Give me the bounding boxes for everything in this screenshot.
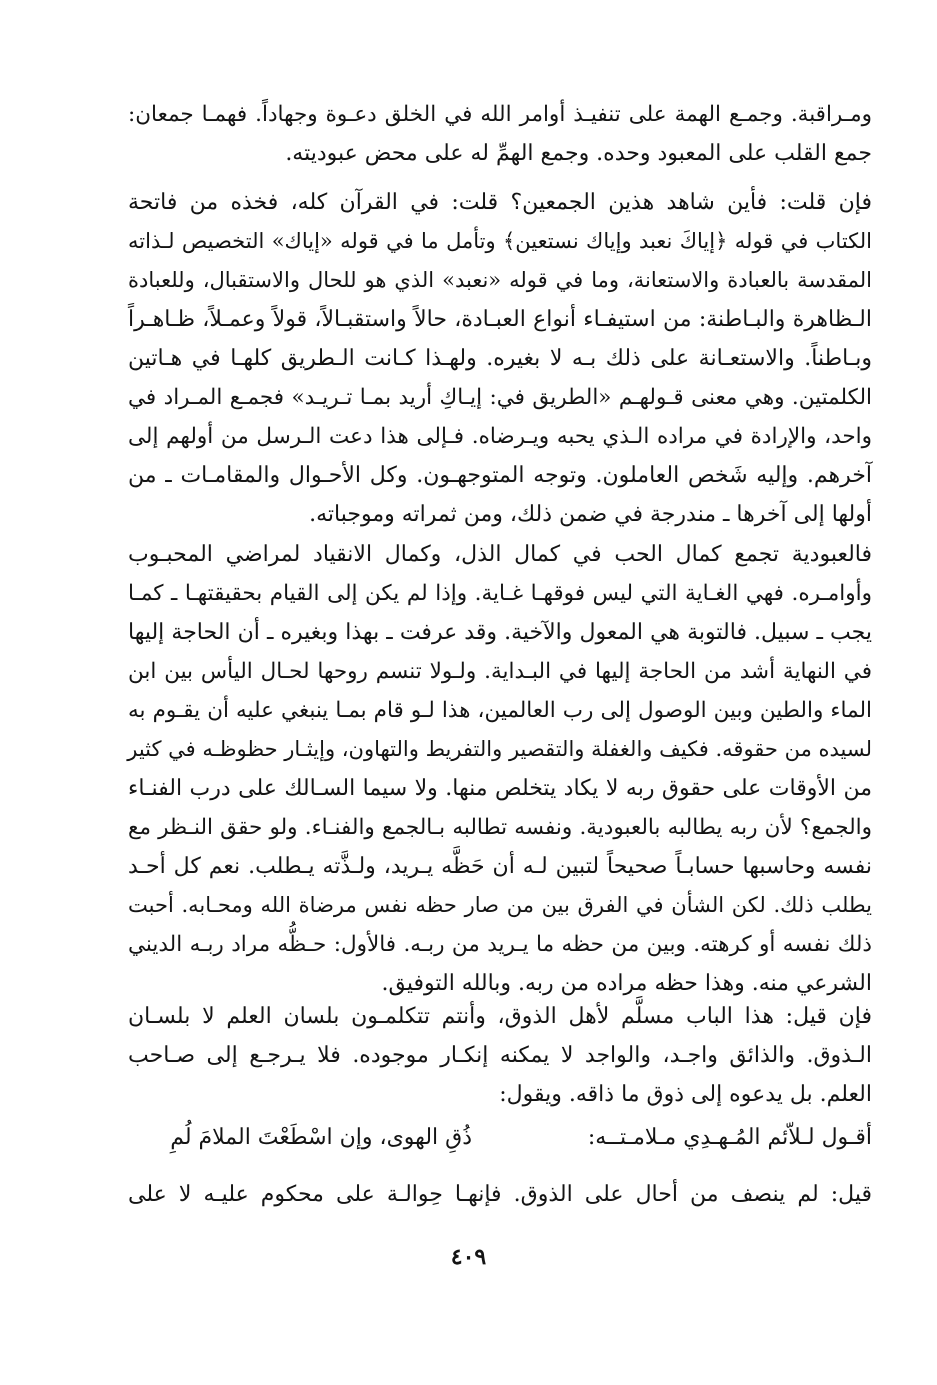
verse-second-hemistich: ذُقِ الهوى، وإن اسْطَعْتَ الملامَ لُمِ [170,1125,472,1150]
text-line: من الأوقات على حقوق ربه لا يكاد يتخلص منها. ولا سيما السـالك على درب الفنـاء [128,776,872,801]
text-line: الماء والطين وبين الوصول إلى رب العالمين، هذا لـو قام بمـا ينبغي عليه أن يقـوم به [128,698,872,723]
paragraph-1 [128,95,872,173]
text-line: لسيده من حقوقه. فكيف والغفلة والتقصير والتفريط والتهاون، وإيثـار حظوظـه في كثير [127,737,872,761]
text-line: الـذوق. والذائق واجـد، والواجد لا يمكنه إنكـار موجوده. فلا يـرجـع إلى صـاحب [128,1043,872,1068]
text-line: جمع القلب على المعبود وحده. وجمع الهمِّ له على محض عبوديته. [285,141,872,166]
paragraph-5 [128,1175,872,1214]
text-line: يجب ـ سبيل. فالتوبة هي المعول والآخية. وقد عرفت ـ بهذا وبغيره ـ أن الحاجة إليها [128,620,872,645]
text-line: فإن قيل: هذا الباب مسلَّم لأهل الذوق، وأنتم تتكلمـون بلسان العلم لا بلسـان [128,1004,872,1029]
text-line: قيل: لم ينصف من أحال على الذوق. فإنهـا حِوالـة على محكوم عليـه لا على [128,1182,872,1207]
text-line: المقدسة بالعبادة والاستعانة، وما في قوله «نعبد» الذي هو للحال والاستقبال، وللعبادة [128,268,872,292]
text-line: الكتاب في قوله ﴿إياكَ نعبد وإياك نستعين﴾ وتأمل ما في قوله «إياك» التخصيص لـذاته [128,229,872,253]
poetry-verse [128,1118,872,1158]
text-line: فالعبودية تجمع كمال الحب في كمال الذل، وكمال الانقياد لمراضي المحبـوب [128,542,872,567]
text-line: نفسه وحاسبها حسابـاً صحيحاً لتبين لـه أن حَظَّه يـريد، ولـذَّته يـطلب. نعم كل أحـد [128,854,873,879]
text-line: وبـاطناً. والاستعـانة على ذلك بـه لا بغيره. ولهـذا كـانت الـطريق كلهـا في هـاتين [128,346,872,371]
text-line: ومـراقبة. وجمـع الهمة على تنفيـذ أوامر الله في الخلق دعـوة وجهاداً. فهمـا جمعان: [128,102,872,127]
text-line: في النهاية أشد من الحاجة إليها في البـداية. ولـولا تنسم روحها لحـال اليأس بين ابن [128,659,872,684]
verse-first-hemistich: أقـول لـلاّئم المُـهـدِي مـلامـتــه: [587,1125,872,1150]
text-line: والجمع؟ لأن ربه يطالبه بالعبودية. ونفسه تطالبه بـالجمع والفنـاء. ولو حقق النـظر مع [128,815,872,840]
text-line: الـظاهرة والبـاطنة: من استيفـاء أنواع العبـادة، حالاً واستقبـالاً، قولاً وعمـلاً، ظـاهـراً [128,307,872,332]
text-line: واحد، والإرادة في مراده الـذي يحبه ويـرضاه. فـإلى هذا دعت الـرسل من أولهم إلى [128,424,872,449]
text-line: وأوامـره. فهي الغـاية التي ليس فوقهـا غـاية. وإذا لم يكن إلى القيام بحقيقتهـا ـ كمـا [128,581,872,606]
text-line: فإن قلت: فأين شاهد هذين الجمعين؟ قلت: في القرآن كله، فخذه من فاتحة [128,190,872,215]
text-line: يطلب ذلك. لكن الشأن في الفرق بين من صار حظه نفس مرضاة الله ومحـابه. أحبت [128,893,872,917]
text-line: ذلك نفسه أو كرهته. وبين من حظه ما يـريد من ربـه. فالأول: حـظُّه مراد ربـه الديني [128,932,872,957]
paragraph-3 [128,535,872,1003]
paragraph-4 [128,997,872,1114]
text-line: الشرعي منه. وهذا حظه مراده من ربه. وبالله التوفيق. [381,971,872,996]
text-line: العلم. بل يدعوه إلى ذوق ما ذاقه. ويقول: [499,1082,872,1107]
text-line: أولها إلى آخرها ـ مندرجة في ضمن ذلك، ومن ثمراته وموجباته. [309,502,872,527]
paragraph-2 [128,183,872,534]
page-number: ٤٠٩ [450,1244,487,1270]
text-line: آخرهم. وإليه شَخص العاملون. وتوجه المتوجهـون. وكل الأحـوال والمقامـات ـ من [128,463,872,488]
text-line: الكلمتين. وهي معنى قـولهـم «الطريق في: إيـاكِ أريد بمـا تـريـد» فجمـع المـراد في [128,385,872,410]
